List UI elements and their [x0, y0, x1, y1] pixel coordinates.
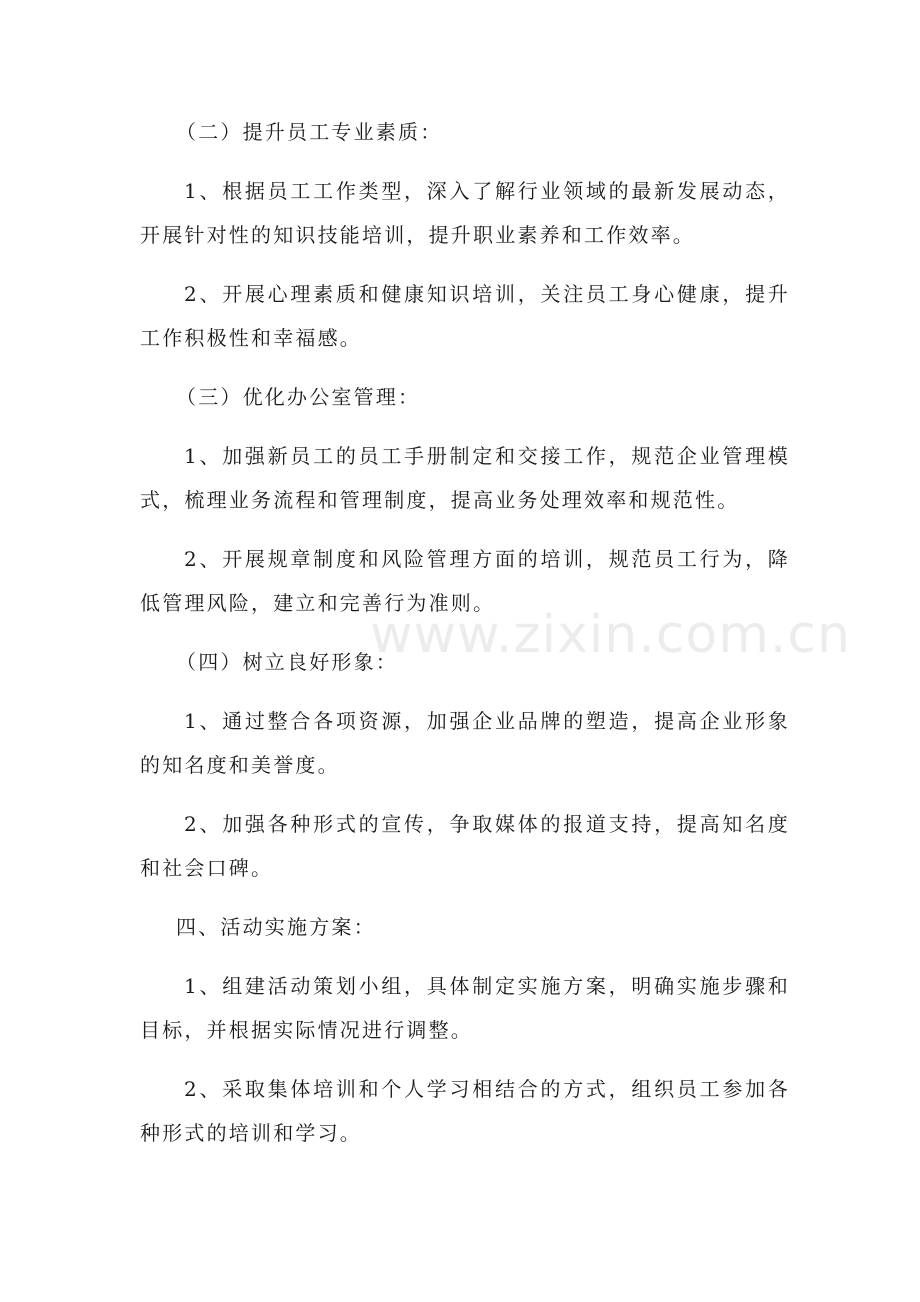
section-heading-4: （四）树立良好形象：	[176, 650, 398, 674]
paragraph-4-2: 2、加强各种形式的宣传，争取媒体的报道支持，提高知名度和社会口碑。	[140, 812, 790, 880]
section-heading-2: （二）提升员工专业素质：	[176, 120, 443, 144]
section-heading-implementation: 四、活动实施方案：	[176, 915, 376, 939]
section-heading-3: （三）优化办公室管理：	[176, 385, 421, 409]
watermark: www.zixin.com.cn	[370, 605, 851, 665]
paragraph-4-1: 1、通过整合各项资源，加强企业品牌的塑造，提高企业形象的知名度和美誉度。	[140, 709, 790, 777]
paragraph-2-2: 2、开展心理素质和健康知识培训，关注员工身心健康，提升工作积极性和幸福感。	[140, 282, 790, 350]
paragraph-2-1: 1、根据员工工作类型，深入了解行业领域的最新发展动态，开展针对性的知识技能培训，提升职业素养和工作效率。	[140, 179, 790, 247]
document-body	[140, 110, 790, 1170]
paragraph-3-1: 1、加强新员工的员工手册制定和交接工作，规范企业管理模式，梳理业务流程和管理制度，提高业务处理效率和规范性。	[140, 444, 790, 512]
paragraph-impl-2: 2、采取集体培训和个人学习相结合的方式，组织员工参加各种形式的培训和学习。	[140, 1077, 790, 1145]
paragraph-3-2: 2、开展规章制度和风险管理方面的培训，规范员工行为，降低管理风险，建立和完善行为准则。	[140, 547, 790, 615]
paragraph-impl-1: 1、组建活动策划小组，具体制定实施方案，明确实施步骤和目标，并根据实际情况进行调整。	[140, 974, 790, 1042]
